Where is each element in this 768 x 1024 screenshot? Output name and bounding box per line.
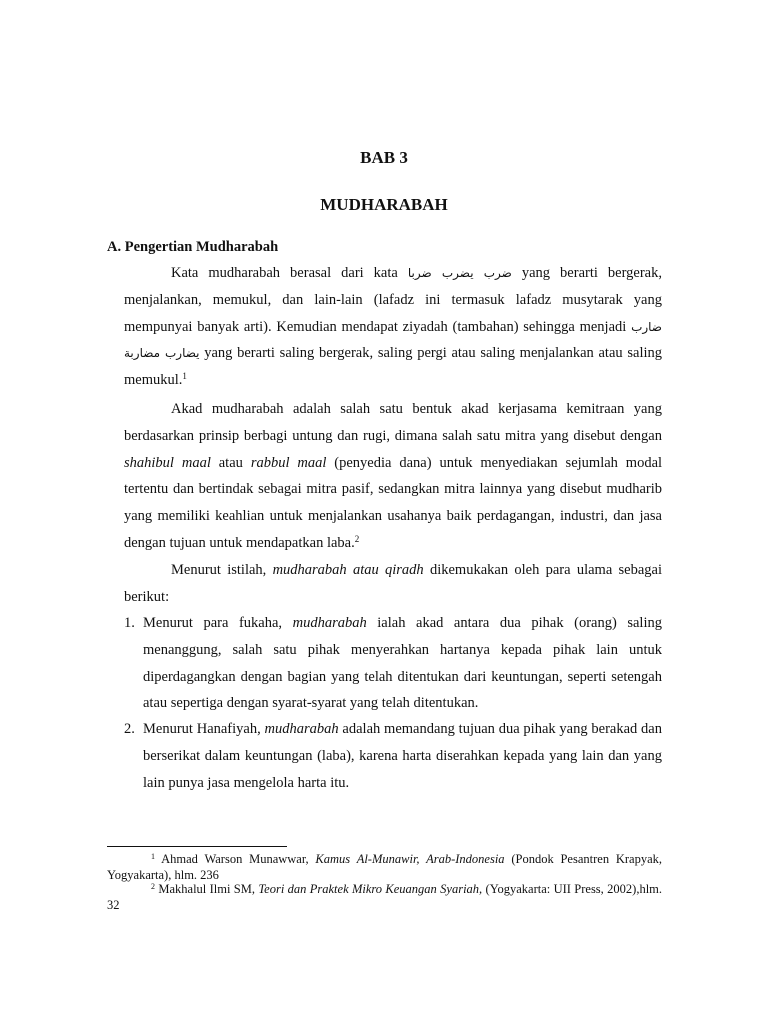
footnote-author: Ahmad Warson Munawwar, bbox=[161, 852, 309, 866]
italic-term: shahibul maal bbox=[124, 454, 211, 471]
arabic-term: ضرب يضرب ضربا bbox=[407, 266, 512, 280]
footnote-title: Kamus Al-Munawir, Arab-Indonesia bbox=[315, 852, 505, 866]
list-number: 1. bbox=[124, 615, 135, 631]
footnote-divider bbox=[107, 846, 287, 847]
paragraph-definition bbox=[124, 396, 662, 557]
arabic-term: ضارب يضارب مضاربة bbox=[124, 319, 662, 361]
footnote bbox=[107, 882, 662, 913]
chapter-title: MUDHARABAH bbox=[320, 195, 448, 214]
footnote-title: Teori dan Praktek Mikro Keuangan Syariah, bbox=[258, 882, 483, 896]
paragraph-text: Menurut istilah, bbox=[171, 562, 267, 578]
paragraph-text: yang berarti bergerak, menjalankan, memukul, dan lain-lain (lafadz ini termasuk lafadz musytarak yang mempunyai banyak arti). Kemudian mendapat ziyadah (tambahan) sehingga menjadi bbox=[124, 265, 662, 335]
list-item-text bbox=[143, 610, 662, 717]
italic-term: mudharabah atau qiradh bbox=[272, 562, 424, 578]
paragraph-text: Akad mudharabah adalah salah satu bentuk akad kerjasama kemitraan yang berdasarkan prinsip berbagi untung dan rugi, dimana salah satu mitra yang disebut dengan bbox=[124, 401, 662, 444]
italic-term: mudharabah bbox=[264, 721, 339, 737]
paragraph-text: dikemukakan oleh para ulama sebagai berikut: bbox=[124, 562, 663, 605]
footnote-number: 1 bbox=[151, 852, 155, 861]
paragraph-etymology bbox=[124, 260, 662, 394]
italic-term: mudharabah bbox=[292, 615, 367, 631]
section-heading: A. Pengertian Mudharabah bbox=[107, 239, 279, 255]
footnote-details: (Pondok Pesantren Krapyak, Yogyakarta), hlm. 236 bbox=[107, 852, 663, 882]
italic-term: rabbul maal bbox=[250, 454, 327, 471]
paragraph-text: ialah akad antara dua pihak (orang) saling menanggung, salah satu pihak menyerahkan hartanya kepada pihak lain untuk diperdagangkan dengan bagian yang telah ditentukan dari keuntungan, seperti setengah atau sepertiga dengan syarat-syarat yang telah ditentukan. bbox=[143, 615, 662, 712]
footnote-reference[interactable]: 2 bbox=[354, 533, 360, 544]
paragraph-text: atau bbox=[218, 454, 243, 471]
paragraph-terminology bbox=[124, 557, 662, 611]
list-item bbox=[124, 716, 662, 796]
footnote-reference[interactable]: 1 bbox=[182, 371, 187, 382]
paragraph-text: yang berarti saling bergerak, saling pergi atau saling menjalankan atau saling memukul. bbox=[124, 345, 662, 389]
list-item-text bbox=[143, 716, 662, 796]
footnote-author: Makhalul Ilmi SM, bbox=[158, 882, 255, 896]
paragraph-text: adalah memandang tujuan dua pihak yang berakad dan berserikat dalam keuntungan (laba), karena harta diserahkan kepada yang lain dan yang lain punya jasa mengelola harta itu. bbox=[143, 721, 662, 791]
paragraph-text: Menurut para fukaha, bbox=[143, 615, 283, 631]
paragraph-text: Kata mudharabah berasal dari kata bbox=[171, 265, 398, 281]
list-item bbox=[124, 610, 662, 717]
chapter-number: BAB 3 bbox=[360, 148, 408, 167]
footnote-details: (Yogyakarta: UII Press, 2002),hlm. 32 bbox=[107, 882, 663, 912]
footnote bbox=[107, 852, 662, 883]
list-number: 2. bbox=[124, 721, 135, 737]
paragraph-text: (penyedia dana) untuk menyediakan sejumlah modal tertentu dan bertindak sebagai mitra pasif, sedangkan mitra lainnya yang disebut mudharib yang memiliki keahlian untuk menjalankan usahanya baik perdagangan, industri, dan jasa dengan tujuan untuk mendapatkan laba. bbox=[124, 454, 663, 551]
paragraph-text: Menurut Hanafiyah, bbox=[143, 721, 261, 737]
footnote-number: 2 bbox=[151, 882, 155, 891]
